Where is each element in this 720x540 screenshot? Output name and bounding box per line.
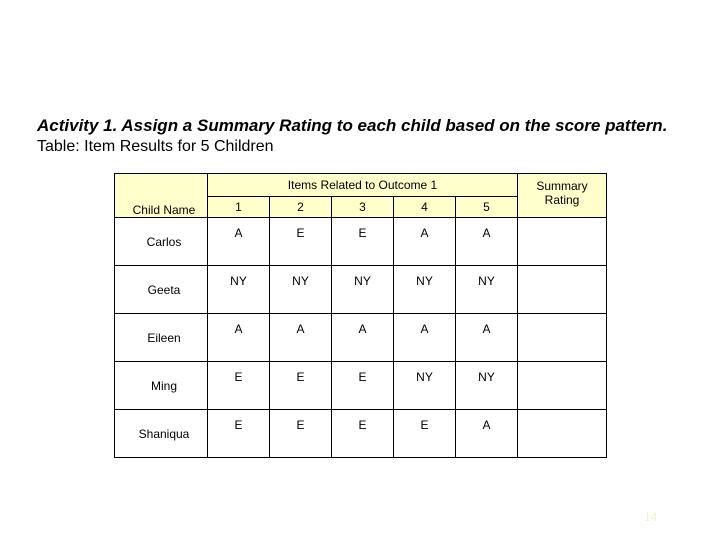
summary-rating-cell[interactable]: [518, 362, 607, 410]
page-number: 14: [644, 510, 658, 524]
score-cell: NY: [456, 362, 518, 410]
table-row: [115, 410, 607, 458]
table-row: [115, 314, 607, 362]
item-results-table: [114, 173, 607, 458]
score-cell: A: [208, 314, 270, 362]
summary-rating-cell[interactable]: [518, 266, 607, 314]
score-cell: A: [332, 314, 394, 362]
table-caption: Table: Item Results for 5 Children: [37, 138, 274, 155]
child-name-cell: Ming: [115, 362, 208, 410]
score-cell: E: [208, 362, 270, 410]
score-cell: E: [332, 410, 394, 458]
table-row: [115, 218, 607, 266]
item-number-header: 3: [332, 197, 394, 218]
score-cell: NY: [208, 266, 270, 314]
activity-title: Activity 1. Assign a Summary Rating to each child based on the score pattern.: [37, 116, 668, 135]
child-name-header: Child Name: [115, 174, 208, 218]
score-cell: NY: [394, 266, 456, 314]
score-cell: A: [456, 410, 518, 458]
score-cell: NY: [332, 266, 394, 314]
child-name-cell: Eileen: [115, 314, 208, 362]
score-cell: E: [270, 410, 332, 458]
outcome-group-header: Items Related to Outcome 1: [208, 174, 518, 197]
score-cell: NY: [270, 266, 332, 314]
item-number-header: 5: [456, 197, 518, 218]
summary-rating-cell[interactable]: [518, 218, 607, 266]
summary-rating-cell[interactable]: [518, 314, 607, 362]
score-cell: A: [270, 314, 332, 362]
score-cell: E: [332, 218, 394, 266]
child-name-cell: Geeta: [115, 266, 208, 314]
score-cell: NY: [456, 266, 518, 314]
item-number-header: 2: [270, 197, 332, 218]
score-cell: NY: [394, 362, 456, 410]
score-cell: A: [208, 218, 270, 266]
item-number-header: 1: [208, 197, 270, 218]
score-cell: A: [394, 314, 456, 362]
score-cell: E: [270, 218, 332, 266]
score-cell: E: [270, 362, 332, 410]
summary-rating-header: Summary Rating: [518, 174, 607, 218]
table-row: [115, 362, 607, 410]
score-cell: A: [456, 218, 518, 266]
table-row: [115, 266, 607, 314]
score-cell: A: [456, 314, 518, 362]
score-cell: E: [394, 410, 456, 458]
child-name-cell: Shaniqua: [115, 410, 208, 458]
score-cell: E: [208, 410, 270, 458]
score-cell: E: [332, 362, 394, 410]
item-number-header: 4: [394, 197, 456, 218]
score-cell: A: [394, 218, 456, 266]
summary-rating-cell[interactable]: [518, 410, 607, 458]
child-name-cell: Carlos: [115, 218, 208, 266]
